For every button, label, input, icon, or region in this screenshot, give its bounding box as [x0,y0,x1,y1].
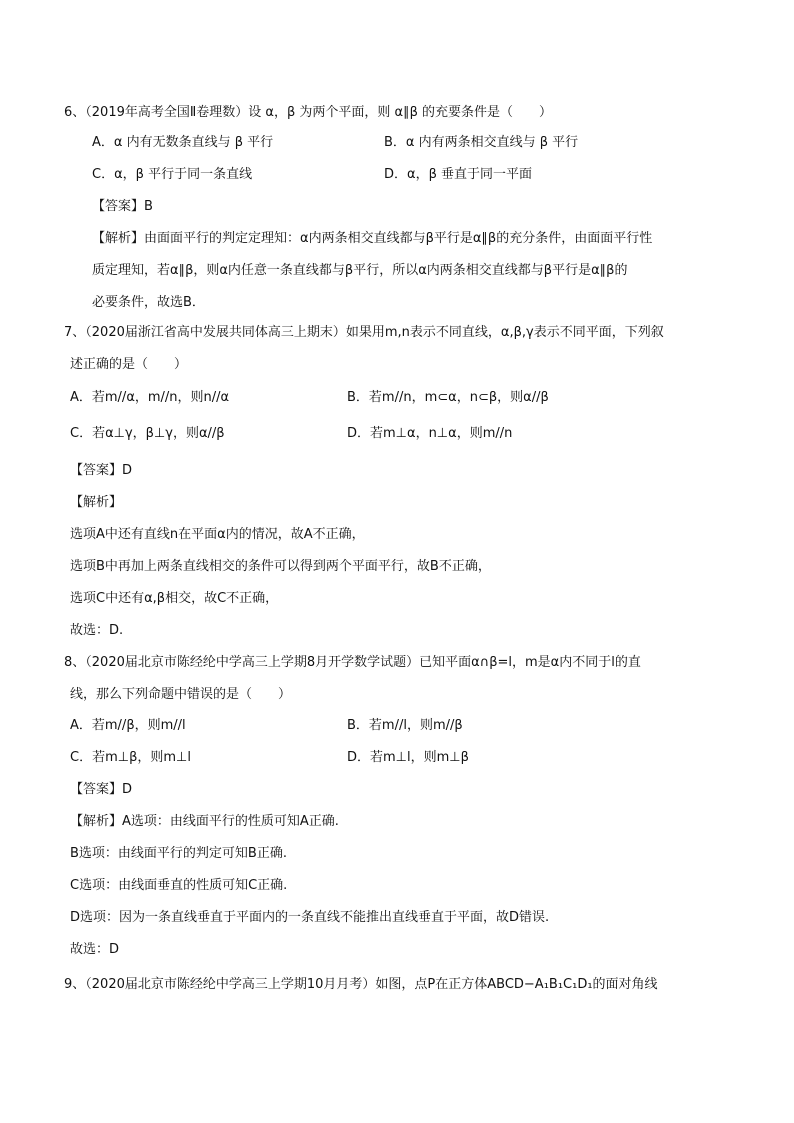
q7-explanation-title: 【解析】 [70,495,123,510]
q8-option-d: D．若m⊥l，则m⊥β [347,750,469,765]
q7-option-b: B．若m//n，m⊂α，n⊂β，则α//β [347,390,549,405]
q6-explanation-line3: 必要条件，故选B． [92,295,205,310]
q8-answer: 【答案】D [70,782,133,797]
q8-explanation-line4: D选项：因为一条直线垂直于平面内的一条直线不能推出直线垂直于平面，故D错误. [70,910,550,925]
q8-option-c: C．若m⊥β，则m⊥l [70,750,191,765]
q7-explanation-line1: 选项A中还有直线n在平面α内的情况，故A不正确， [70,527,365,542]
q7-explanation-line3: 选项C中还有α,β相交，故C不正确， [70,591,279,606]
q7-option-c: C．若α⊥γ，β⊥γ，则α//β [70,426,225,441]
q8-explanation-line2: B选项：由线面平行的判定可知B正确. [70,846,287,861]
q8-stem-line1: 8、（2020届北京市陈经纶中学高三上学期8月开学数学试题）已知平面α∩β=l，m是α内不同于l的直 [64,655,641,670]
q7-stem-line1: 7、（2020届浙江省高中发展共同体高三上期末）如果用m,n表示不同直线，α,β,γ表示不同平面，下列叙 [64,325,664,340]
q8-option-a: A．若m//β，则m//l [70,718,186,733]
q8-explanation-line1: 【解析】A选项：由线面平行的性质可知A正确. [70,814,339,829]
q7-explanation-line4: 故选：D. [70,623,124,638]
q6-explanation-line2: 质定理知，若α∥β，则α内任意一条直线都与β平行，所以α内两条相交直线都与β平行是α∥β的 [92,263,628,278]
q6-option-b: B．α 内有两条相交直线与 β 平行 [384,135,579,150]
q6-option-a: A．α 内有无数条直线与 β 平行 [92,135,274,150]
q6-answer: 【答案】B [92,199,153,214]
q8-explanation-line5: 故选：D [70,942,120,957]
q9-stem-line1: 9、（2020届北京市陈经纶中学高三上学期10月月考）如图，点P在正方体ABCD−A₁B₁C₁D₁的面对角线 [64,977,658,992]
q6-option-c: C．α，β 平行于同一条直线 [92,167,253,182]
q7-explanation-line2: 选项B中再加上两条直线相交的条件可以得到两个平面平行，故B不正确， [70,559,491,574]
q6-stem: 6、（2019年高考全国Ⅱ卷理数）设 α，β 为两个平面，则 α∥β 的充要条件是（ ） [64,105,553,120]
q7-option-a: A．若m//α，m//n，则n//α [70,390,230,405]
q6-option-d: D．α，β 垂直于同一平面 [384,167,533,182]
q8-explanation-line3: C选项：由线面垂直的性质可知C正确. [70,878,288,893]
q8-option-b: B．若m//l，则m//β [347,718,463,733]
q8-stem-line2: 线，那么下列命题中错误的是（ ） [70,687,292,702]
q7-option-d: D．若m⊥α，n⊥α，则m//n [347,426,513,441]
q7-answer: 【答案】D [70,463,133,478]
q6-explanation-line1: 【解析】由面面平行的判定定理知：α内两条相交直线都与β平行是α∥β的充分条件，由面面平行性 [92,231,653,246]
q7-stem-line2: 述正确的是（ ） [70,357,188,372]
